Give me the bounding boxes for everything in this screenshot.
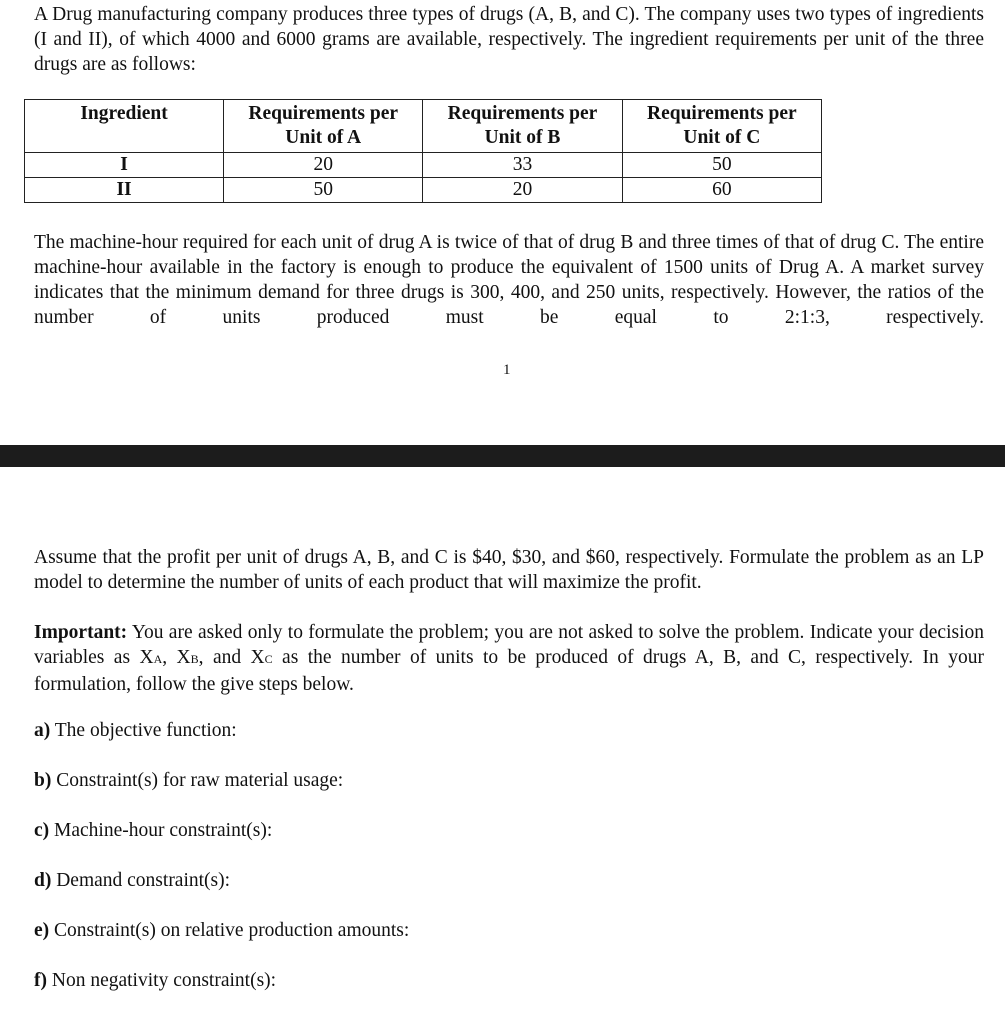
- header-c-line1: Requirements per: [646, 103, 797, 124]
- machine-hour-paragraph: The machine-hour required for each unit of drug A is twice of that of drug B and three times of that of drug C. The entire machine-hour available in the factory is enough to produce the equivalent of 1500 units of Drug A. A market survey indicates that the minimum demand for three drugs is 300, 400, and 250 units, respectively. However, the ratios of the number of units produced must be equal to 2:1:3, respectively.: [34, 232, 984, 328]
- table-row: [25, 153, 822, 178]
- part-b-label: b): [34, 770, 52, 791]
- part-f: [34, 968, 276, 993]
- cell-c: 60: [622, 178, 821, 203]
- ingredient-requirements-table: [24, 99, 822, 203]
- document-page-top: [0, 0, 1005, 445]
- part-b-text: Constraint(s) for raw material usage:: [51, 770, 344, 791]
- subscript-b: B: [190, 652, 199, 666]
- cell-a: 20: [224, 153, 423, 178]
- part-e-label: e): [34, 920, 50, 941]
- table-header-row: [25, 100, 822, 153]
- page-divider: [0, 445, 1005, 467]
- profit-paragraph: Assume that the profit per unit of drugs A, B, and C is $40, $30, and $60, respectively. Formulate the problem as an LP model to determine the number of units of each product that will maximize the profit.: [34, 547, 984, 593]
- header-a-line1: Requirements per: [248, 103, 399, 124]
- part-c-text: Machine-hour constraint(s):: [49, 820, 273, 841]
- cell-a: 50: [224, 178, 423, 203]
- subscript-c: C: [264, 652, 273, 666]
- part-d: [34, 868, 230, 893]
- part-e: [34, 918, 409, 943]
- header-ingredient: Ingredient: [25, 100, 224, 153]
- part-f-label: f): [34, 970, 47, 991]
- cell-c: 50: [622, 153, 821, 178]
- header-c-line2: Unit of C: [683, 127, 761, 148]
- part-c-label: c): [34, 820, 50, 841]
- cell-b: 20: [423, 178, 622, 203]
- important-paragraph: [34, 620, 984, 697]
- part-a: [34, 718, 237, 743]
- cell-ingredient: II: [25, 178, 224, 203]
- important-sep1: , X: [162, 647, 191, 668]
- header-unit-c: [622, 100, 821, 153]
- important-text-after: as the number of units to be produced of drugs A, B, and C, respectively. In your formulation, follow the give steps below.: [34, 647, 984, 695]
- part-b: [34, 768, 343, 793]
- header-b-line1: Requirements per: [447, 103, 598, 124]
- important-sep2: , and X: [198, 647, 265, 668]
- header-unit-a: [224, 100, 423, 153]
- part-e-text: Constraint(s) on relative production amounts:: [49, 920, 410, 941]
- intro-paragraph: A Drug manufacturing company produces three types of drugs (A, B, and C). The company uses two types of ingredients (I and II), of which 4000 and 6000 grams are available, respectively. The ingredient requirements per unit of the three drugs are as follows:: [34, 4, 984, 75]
- part-d-label: d): [34, 870, 52, 891]
- subscript-a: A: [153, 652, 163, 666]
- header-a-line2: Unit of A: [285, 127, 362, 148]
- part-a-label: a): [34, 720, 51, 741]
- header-unit-b: [423, 100, 622, 153]
- part-c: [34, 818, 272, 843]
- part-a-text: The objective function:: [50, 720, 237, 741]
- important-label: Important:: [34, 622, 128, 643]
- table-row: [25, 178, 822, 203]
- header-b-line2: Unit of B: [484, 127, 561, 148]
- cell-b: 33: [423, 153, 622, 178]
- cell-ingredient: I: [25, 153, 224, 178]
- page-number: 1: [503, 362, 511, 378]
- part-f-text: Non negativity constraint(s):: [47, 970, 277, 991]
- part-d-text: Demand constraint(s):: [51, 870, 231, 891]
- important-text-before: You are asked only to formulate the problem; you are not asked to solve the problem. Indicate your decision variables as X: [34, 622, 984, 668]
